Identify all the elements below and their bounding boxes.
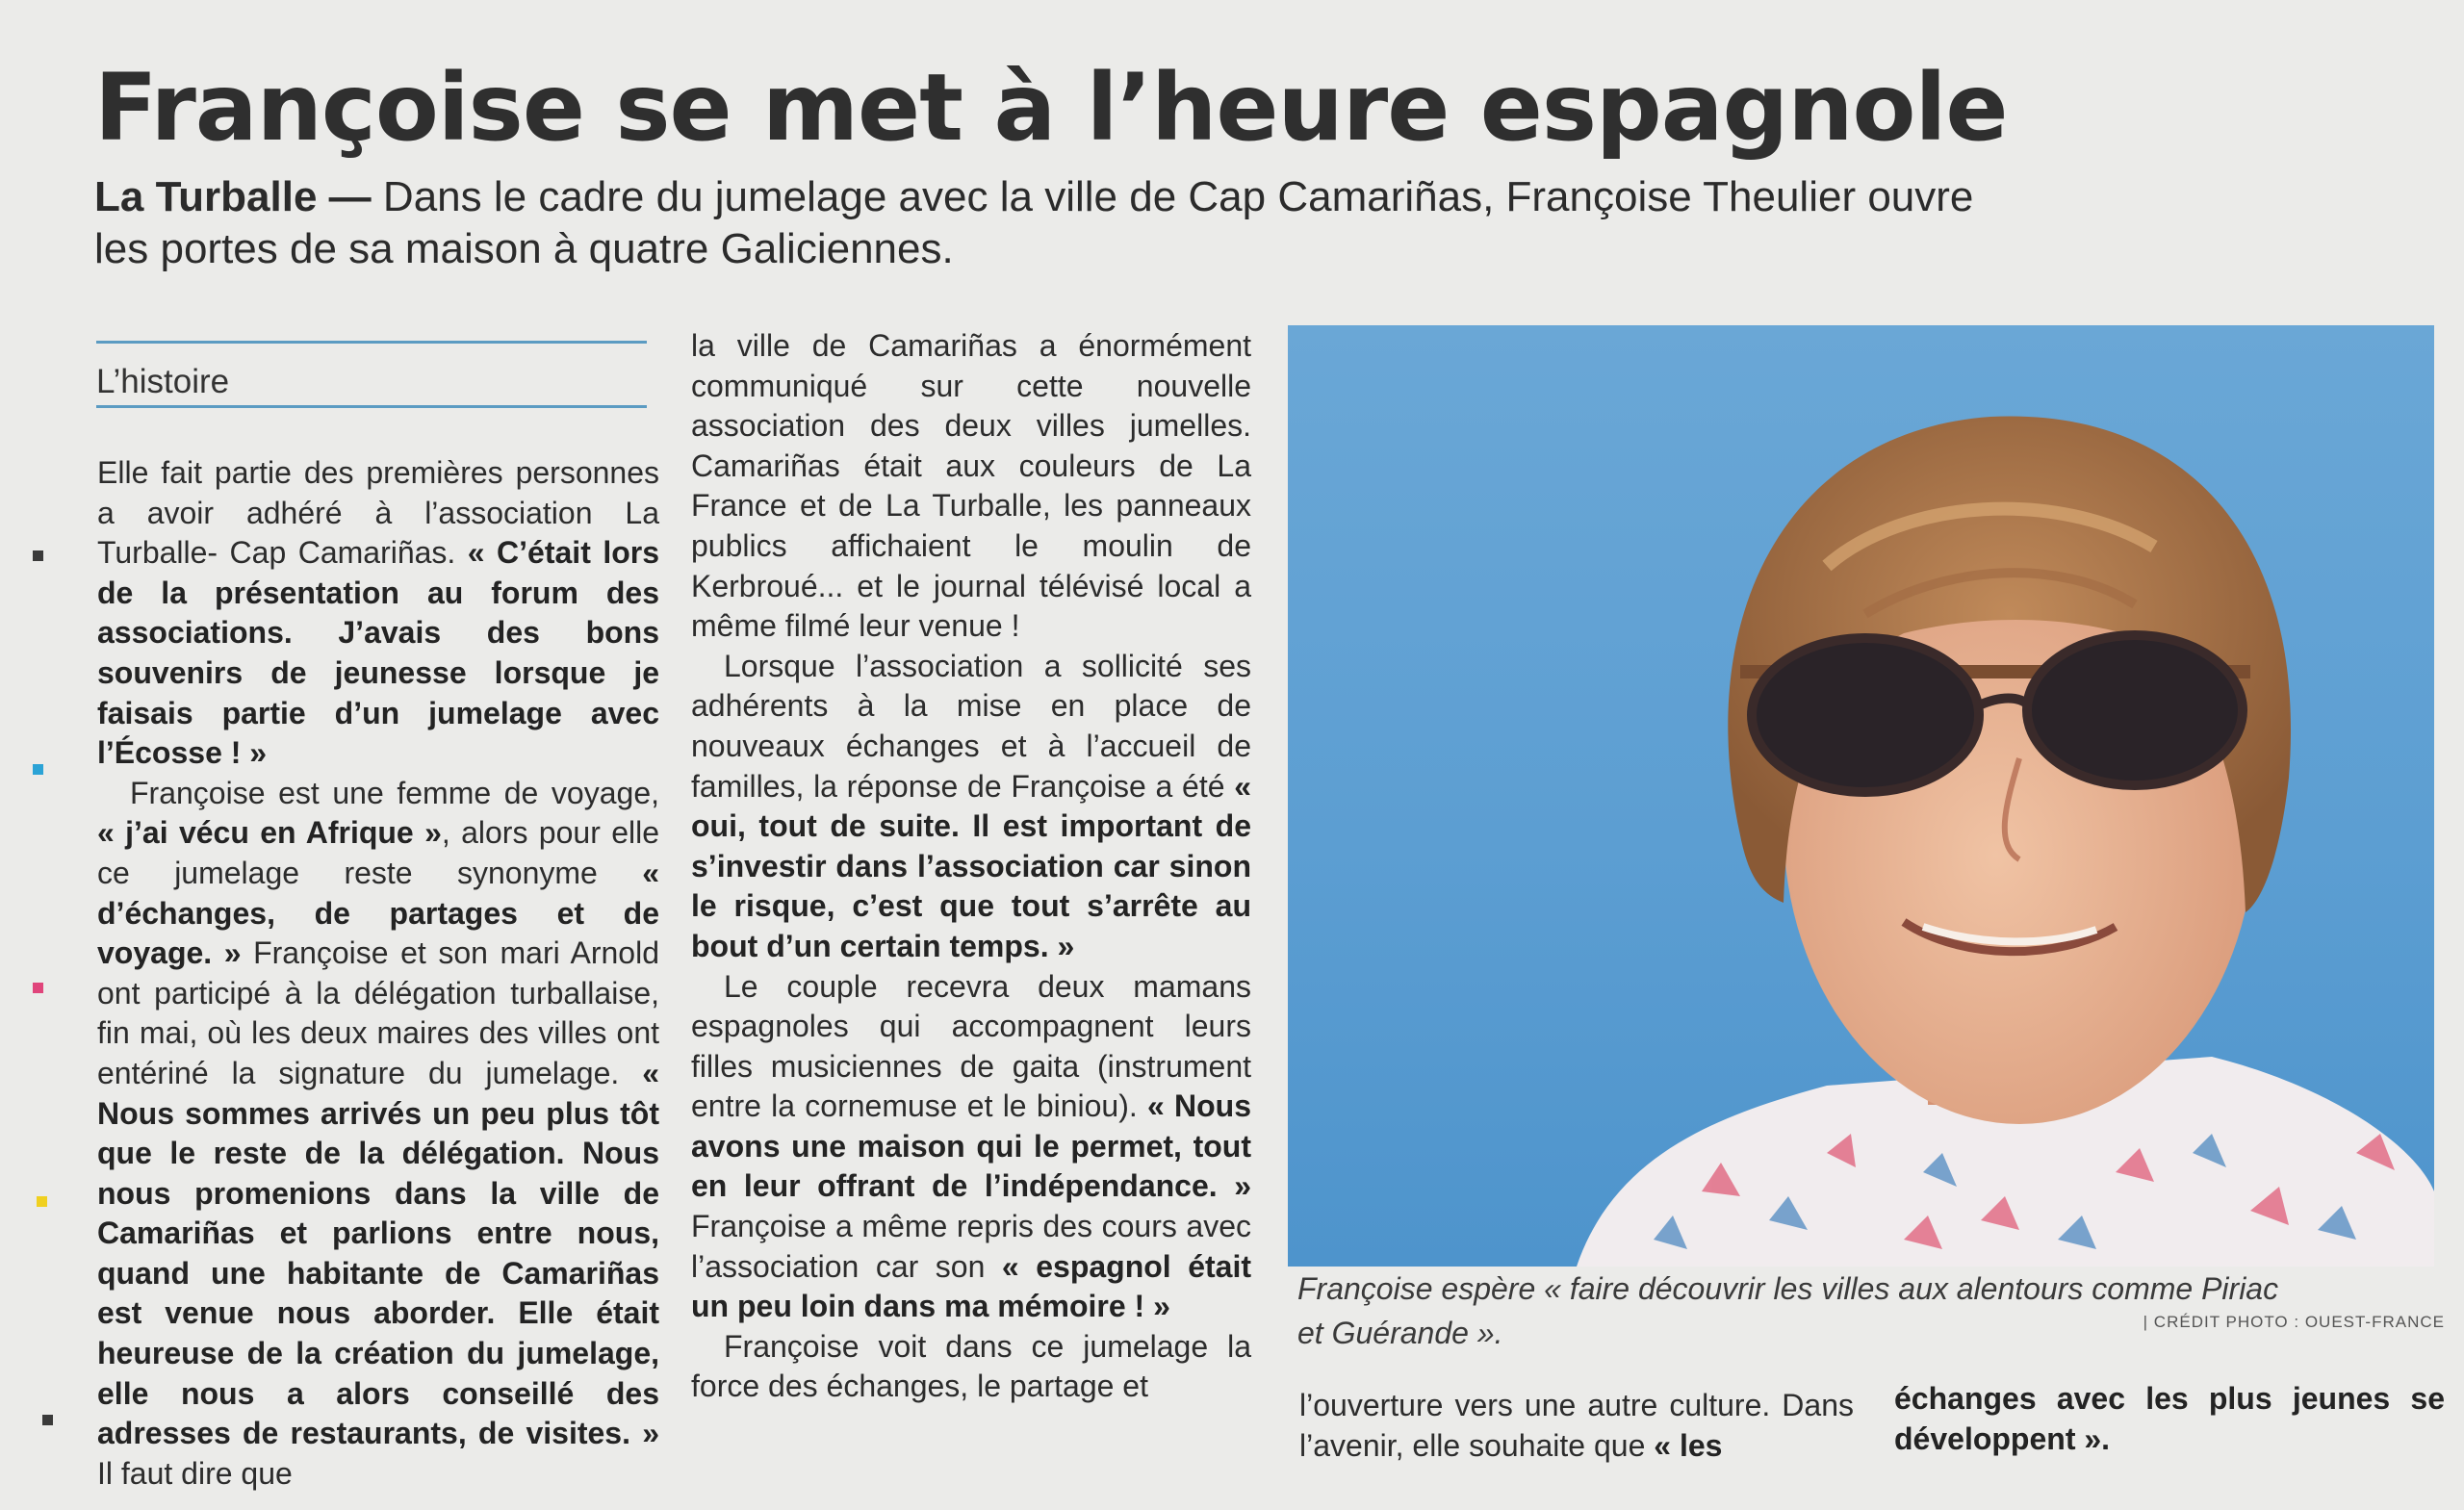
col2-p3-text-b: Françoise a même repris des cours avec l’association car son [691,1209,1251,1284]
print-mark-2 [33,764,43,775]
col2-paragraph-4: Françoise voit dans ce jumelage la force des échanges, le partage et [691,1328,1251,1404]
col1-p2-text-b: , alors pour elle ce jumelage reste synonyme [97,815,660,890]
col2-paragraph-1: la ville de Camariñas a énormément communiqué sur cette nouvelle association des deux villes jumelles. Camariñas était aux couleurs de La France et de La Turballe, les panneaux publics affichaient le moulin de Kerbroué... et le journal télévisé local a même filmé leur venue ! [691,328,1251,644]
intro-place: La Turballe — [94,173,372,220]
col2-p2-quote: « oui, tout de suite. Il est important de s’investir dans l’association car sinon le risque, c’est que tout s’arrête au bout d’un certain temps. » [691,768,1251,963]
col1-p2-text-d: Il faut dire que [97,1455,293,1491]
col2-p3-text-a: Le couple recevra deux mamans espagnoles qui accompagnent leurs filles musiciennes de gaita (instrument entre la cornemuse et le biniou). [691,968,1251,1124]
portrait-photo [1288,325,2434,1267]
portrait-woman-sunglasses [1288,325,2434,1267]
column-2 [691,326,1251,1407]
col1-p2-text-c: Françoise et son mari Arnold ont participé à la délégation turballaise, fin mai, où les deux maires des villes ont entériné la signature du jumelage. [97,935,660,1090]
col1-paragraph-1 [97,453,659,774]
col2-p3-quote-a: « Nous avons une maison qui le permet, tout en leur offrant de l’indépendance. » [691,1088,1252,1204]
photo-caption [1297,1267,2308,1355]
col3-text: l’ouverture vers une autre culture. Dans l’avenir, elle souhaite que [1299,1388,1854,1463]
col4-quote: échanges avec les plus jeunes se développent ». [1894,1381,2445,1456]
rubric-box [96,341,647,408]
print-mark-3 [33,983,43,993]
col1-p2-quote-c: « Nous sommes arrivés un peu plus tôt que le reste de la délégation. Nous nous promenions dans la ville de Camariñas et parlions entre nous, quand une habitante de Camariñas est venue nous aborder. Elle était heureuse de la création du jumelage, elle nous a alors conseillé des adresses de restaurants, de visites. » [97,1055,659,1451]
col1-p1-text: Elle fait partie des premières personnes a avoir adhéré à l’association La Turballe- Cap Camariñas. [97,455,659,571]
col2-p3-quote-b: « espagnol était un peu loin dans ma mémoire ! » [691,1248,1251,1324]
print-mark-1 [33,550,43,561]
headline: Françoise se met à l’heure espagnole [94,54,2008,162]
col2-p2-text: Lorsque l’association a sollicité ses adhérents à la mise en place de nouveaux échanges et à l’accueil de familles, la réponse de Françoise a été [691,648,1251,804]
col1-p2-quote-a: « j’ai vécu en Afrique » [97,815,442,851]
column-1 [97,453,659,1494]
photo-credit: | CRÉDIT PHOTO : OUEST-FRANCE [2143,1313,2445,1331]
col1-p1-quote: « C’était lors de la présentation au forum des associations. J’avais des bons souvenirs de jeunesse lorsque je faisais partie d’un jumelage avec l’Écosse ! » [97,535,660,771]
intro-text: Dans le cadre du jumelage avec la ville de Cap Camariñas, Françoise Theulier ouvre les portes de sa maison à quatre Galiciennes. [94,173,1974,272]
col2-paragraph-3 [691,967,1251,1327]
caption-text: Françoise espère [1297,1271,1545,1306]
print-mark-4 [37,1196,47,1207]
column-4 [1894,1379,2445,1459]
col1-paragraph-2 [97,774,659,1495]
column-3 [1299,1386,1854,1466]
intro-paragraph [94,171,2039,275]
rubric-label: L’histoire [96,363,230,400]
col3-quote: « les [1654,1427,1723,1463]
col2-paragraph-2 [691,647,1251,967]
print-mark-5 [42,1415,53,1425]
col1-p2-quote-b: « d’échanges, de partages et de voyage. » [97,855,659,971]
col1-p2-text-a: Françoise est une femme de voyage, [130,775,659,810]
caption-quote: « faire découvrir les villes aux alentours comme Piriac et Guérande ». [1297,1271,2279,1350]
